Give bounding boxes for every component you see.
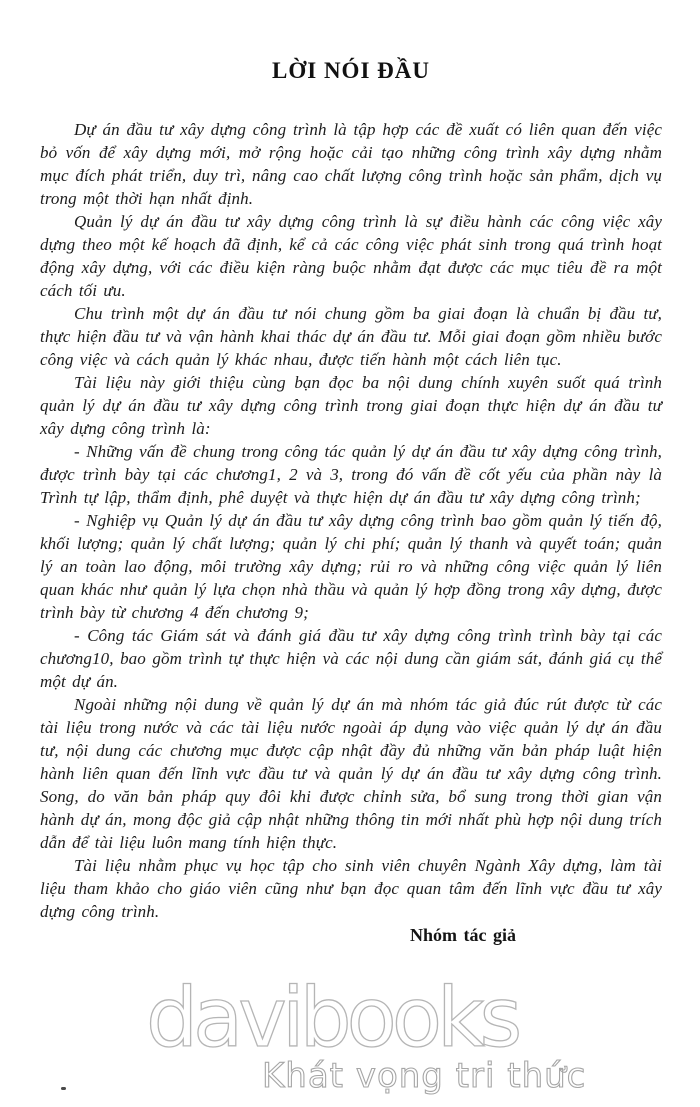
watermark-brand: davibooks xyxy=(146,971,518,1066)
paragraph-bullet-management-tasks: - Nghiệp vụ Quản lý dự án đầu tư xây dựng công trình bao gồm quản lý tiến độ, khối lượng; quản lý chất lượng; quản lý chi phí; quản lý thanh và quyết toán; quản lý an toàn lao động, môi trường xây dựng; rủi ro và những công việc quản lý liên quan khác như quản lý lựa chọn nhà thầu và quản lý hợp đồng trong xây dựng, được trình bày từ chương 4 đến chương 9; xyxy=(40,511,662,622)
scan-speck xyxy=(61,1087,66,1090)
paragraph-audience: Tài liệu nhằm phục vụ học tập cho sinh viên chuyên Ngành Xây dựng, làm tài liệu tham khảo cho giáo viên cũng như bạn đọc quan tâm đến lĩnh vực đầu tư xây dựng công trình. xyxy=(40,856,662,921)
paragraph-project-cycle: Chu trình một dự án đầu tư nói chung gồm ba giai đoạn là chuẩn bị đầu tư, thực hiện đầu tư và vận hành khai thác dự án đầu tư. Mỗi giai đoạn gồm nhiều bước công việc và cách quản lý khác nhau, được tiến hành một cách liên tục. xyxy=(40,304,662,369)
paragraph-bullet-general-issues: - Những vấn đề chung trong công tác quản lý dự án đầu tư xây dựng công trình, được trình bày tại các chương1, 2 và 3, trong đó vấn đề cốt yếu của phần này là Trình tự lập, thẩm định, phê duyệt và thực hiện dự án đầu tư xây dựng công trình; xyxy=(40,442,662,507)
author-signature: Nhóm tác giả xyxy=(410,925,516,945)
paragraph-sources-updates: Ngoài những nội dung về quản lý dự án mà nhóm tác giả đúc rút được từ các tài liệu trong nước và các tài liệu nước ngoài áp dụng vào việc quản lý dự án đầu tư, nội dung các chương mục được cập nhật đầy đủ những văn bản pháp luật hiện hành liên quan đến lĩnh vực đầu tư và quản lý dự án đầu tư xây dựng công trình. Song, do văn bản pháp quy đôi khi được chỉnh sửa, bổ sung trong thời gian vận hành dự án, mong độc giả cập nhật những thông tin mới nhất phù hợp nội dung trích dẫn để tài liệu luôn mang tính hiện thực. xyxy=(40,695,662,852)
book-page xyxy=(40,58,662,946)
paragraph-contents-overview: Tài liệu này giới thiệu cùng bạn đọc ba nội dung chính xuyên suốt quá trình quản lý dự án đầu tư xây dựng công trình trong giai đoạn thực hiện dự án đầu tư xây dựng công trình là: xyxy=(40,373,662,438)
watermark-slogan: Khát vọng tri thức xyxy=(262,1056,587,1096)
page-title: LỜI NÓI ĐẦU xyxy=(272,58,430,83)
paragraph-intro-definition: Dự án đầu tư xây dựng công trình là tập hợp các đề xuất có liên quan đến việc bỏ vốn để xây dựng mới, mở rộng hoặc cải tạo những công trình xây dựng nhằm mục đích phát triển, duy trì, nâng cao chất lượng công trình hoặc sản phẩm, dịch vụ trong một thời hạn nhất định. xyxy=(40,120,662,208)
paragraph-management-definition: Quản lý dự án đầu tư xây dựng công trình là sự điều hành các công việc xây dựng theo một kế hoạch đã định, kể cả các công việc phát sinh trong quá trình hoạt động xây dựng, với các điều kiện ràng buộc nhằm đạt được các mục tiêu đề ra một cách tối ưu. xyxy=(40,212,662,300)
paragraph-bullet-supervision: - Công tác Giám sát và đánh giá đầu tư xây dựng công trình trình bày tại các chương10, bao gồm trình tự thực hiện và các nội dung cần giám sát, đánh giá cụ thể một dự án. xyxy=(40,626,662,691)
